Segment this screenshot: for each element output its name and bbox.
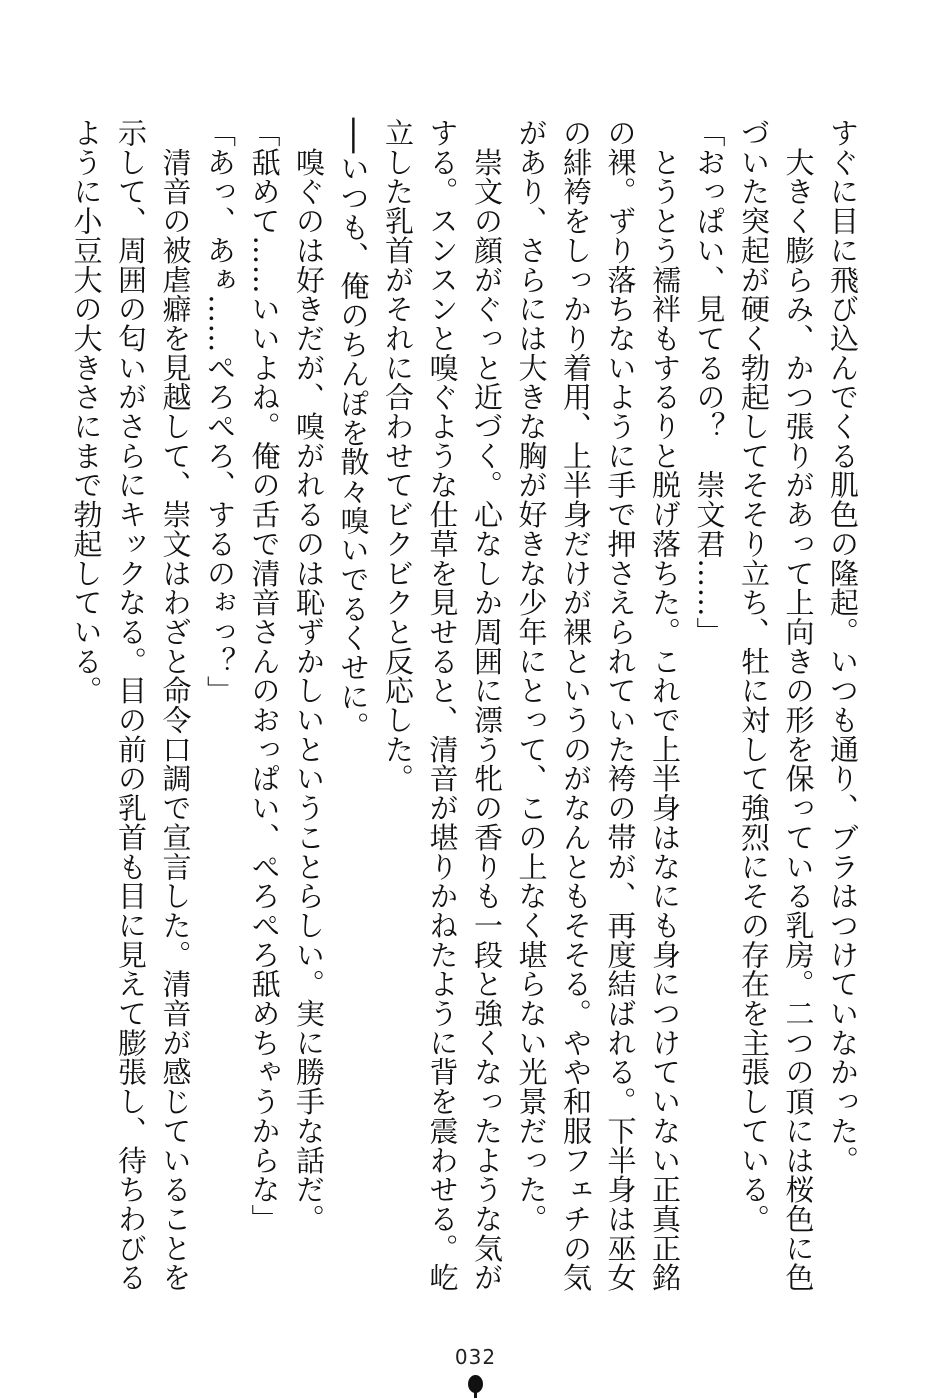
text-line: 「おっぱい、見てるの？ 崇文君……」 — [692, 118, 727, 647]
text-line: 立した乳首がそれに合わせてビクビクと反応した。 — [381, 118, 415, 794]
page-marker-icon — [468, 1375, 483, 1393]
text-line: とうとう襦袢もするりと脱げ落ちた。これで上半身はなにも身につけていない正真正銘 — [648, 118, 682, 1292]
text-line: の裸。ずり落ちないように手で押さえられていた袴の帯が、再度結ばれる。下半身は巫女 — [603, 118, 638, 1292]
text-line: 「舐めて……いいよね。俺の舌で清音さんのおっぱい、ぺろぺろ舐めちゃうからな」 — [247, 118, 282, 1234]
text-line: があり、さらには大きな胸が好きな少年にとって、この上なく堪らない光景だった。 — [514, 118, 549, 1234]
text-line: 崇文の顔がぐっと近づく。心なしか周囲に漂う牝の香りも一段と強くなったような気が — [470, 118, 504, 1292]
vertical-body-text — [69, 118, 865, 1292]
text-line: ように小豆大の大きさにまで勃起している。 — [69, 118, 104, 705]
text-line: 嗅ぐのは好きだが、嗅がれるのは恥ずかしいということらしい。実に勝手な話だ。 — [292, 118, 326, 1234]
text-line: 示して、周囲の匂いがさらにキックなる。目の前の乳首も目に見えて膨張し、待ちわびる — [114, 118, 148, 1292]
text-line: の緋袴をしっかり着用、上半身だけが裸というのがなんともそそる。やや和服フェチの気 — [559, 118, 593, 1292]
text-line: 清音の被虐癖を見越して、崇文はわざと命令口調で宣言した。清音が感じていることを — [158, 118, 193, 1292]
text-line: すぐに目に飛び込んでくる肌色の隆起。いつも通り、ブラはつけていなかった。 — [826, 118, 860, 1175]
text-line: 大きく膨らみ、かつ張りがあって上向きの形を保っている乳房。二つの頂には桜色に色 — [781, 118, 816, 1292]
page-number: 032 — [454, 1345, 497, 1369]
text-line: する。スンスンと嗅ぐような仕草を見せると、清音が堪りかねたように背を震わせる。屹 — [425, 118, 460, 1292]
text-line: 「あっ、あぁ……ぺろぺろ、するのぉっ？」 — [203, 118, 237, 705]
text-line: づいた突起が硬く勃起してそそり立ち、牡に対して強烈にその存在を主張している。 — [737, 118, 771, 1234]
text-line: ──いつも、俺のちんぽを散々嗅いでるくせに。 — [336, 118, 371, 741]
